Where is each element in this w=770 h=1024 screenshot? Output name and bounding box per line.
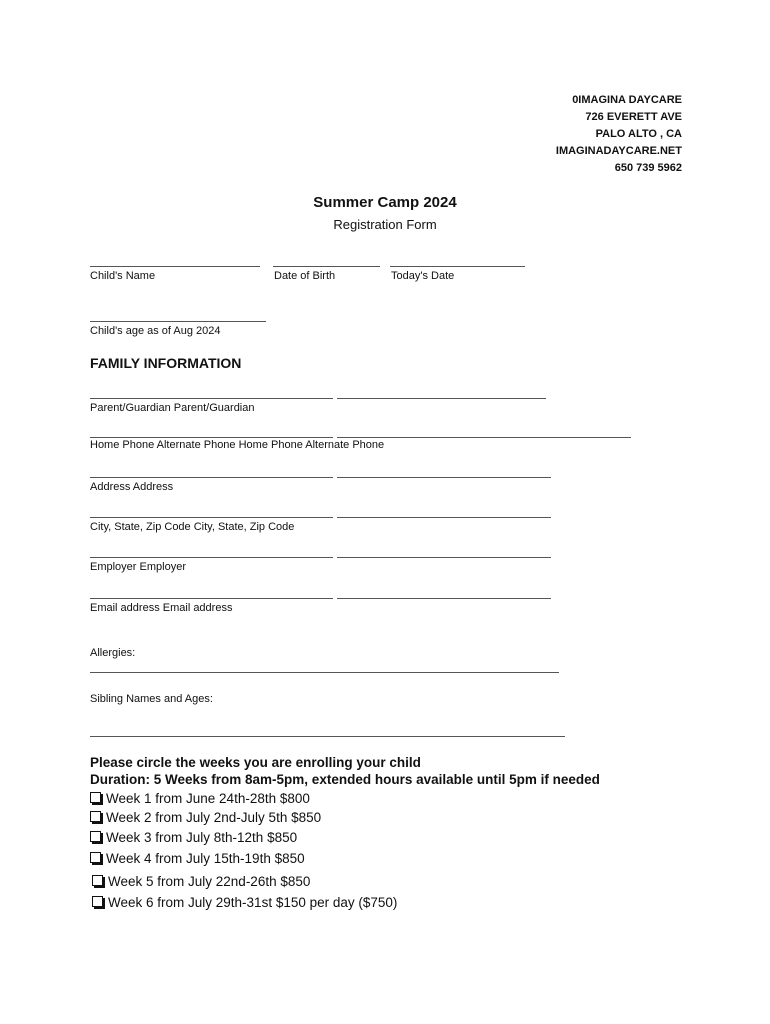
email-label: Email address Email address xyxy=(90,602,233,614)
employer-line-1[interactable] xyxy=(90,557,333,558)
form-subtitle: Registration Form xyxy=(333,217,437,232)
header-name: 0IMAGINA DAYCARE xyxy=(572,94,682,106)
header-website: IMAGINADAYCARE.NET xyxy=(555,145,682,157)
checkbox-icon[interactable] xyxy=(90,811,101,822)
weeks-duration: Duration: 5 Weeks from 8am-5pm, extended hours available until 5pm if needed xyxy=(90,772,600,787)
employer-line-2[interactable] xyxy=(337,557,551,558)
siblings-label: Sibling Names and Ages: xyxy=(90,693,213,705)
city-line-2[interactable] xyxy=(337,517,551,518)
dob-line[interactable] xyxy=(273,266,380,267)
child-name-label: Child's Name xyxy=(90,270,156,282)
header-phone: 650 739 5962 xyxy=(614,162,682,174)
allergies-line[interactable] xyxy=(90,672,559,673)
child-age-line[interactable] xyxy=(90,321,266,322)
weeks-instruction: Please circle the weeks you are enrolling your child xyxy=(90,755,421,770)
today-date-line[interactable] xyxy=(390,266,525,267)
phone-line-2[interactable] xyxy=(337,437,631,438)
form-title: Summer Camp 2024 xyxy=(313,194,457,211)
employer-label: Employer Employer xyxy=(90,561,186,573)
week-label: Week 5 from July 22nd-26th $850 xyxy=(108,874,311,889)
guardian-label: Parent/Guardian Parent/Guardian xyxy=(90,402,255,414)
city-label: City, State, Zip Code City, State, Zip Code xyxy=(90,521,295,533)
week-option-4[interactable] xyxy=(90,849,305,869)
week-option-5[interactable] xyxy=(92,872,310,892)
checkbox-icon[interactable] xyxy=(90,792,101,803)
child-age-label: Child's age as of Aug 2024 xyxy=(90,325,221,337)
email-line-1[interactable] xyxy=(90,598,333,599)
phones-label: Home Phone Alternate Phone Home Phone Alternate Phone xyxy=(90,439,385,451)
week-label: Week 1 from June 24th-28th $800 xyxy=(106,791,310,806)
week-option-1[interactable] xyxy=(90,789,310,809)
checkbox-icon[interactable] xyxy=(92,896,103,907)
daycare-header xyxy=(422,92,682,177)
address-line-2[interactable] xyxy=(337,477,551,478)
header-street: 726 EVERETT AVE xyxy=(585,111,682,123)
checkbox-icon[interactable] xyxy=(90,831,101,842)
week-label: Week 3 from July 8th-12th $850 xyxy=(106,830,298,845)
address-label: Address Address xyxy=(90,481,174,493)
today-date-label: Today's Date xyxy=(391,270,455,282)
header-city: PALO ALTO , CA xyxy=(595,128,682,140)
checkbox-icon[interactable] xyxy=(90,852,101,863)
week-label: Week 2 from July 2nd-July 5th $850 xyxy=(106,810,322,825)
child-name-line[interactable] xyxy=(90,266,260,267)
email-line-2[interactable] xyxy=(337,598,551,599)
week-option-2[interactable] xyxy=(90,808,321,828)
family-heading: FAMILY INFORMATION xyxy=(90,355,242,371)
week-label: Week 6 from July 29th-31st $150 per day ($750) xyxy=(108,895,398,910)
week-label: Week 4 from July 15th-19th $850 xyxy=(106,851,305,866)
siblings-line[interactable] xyxy=(90,736,565,737)
guardian-line-2[interactable] xyxy=(337,398,546,399)
week-option-6[interactable] xyxy=(92,893,397,913)
allergies-label: Allergies: xyxy=(90,647,136,659)
address-line-1[interactable] xyxy=(90,477,333,478)
checkbox-icon[interactable] xyxy=(92,875,103,886)
guardian-line-1[interactable] xyxy=(90,398,333,399)
phone-line-1[interactable] xyxy=(90,437,333,438)
dob-label: Date of Birth xyxy=(274,270,336,282)
city-line-1[interactable] xyxy=(90,517,333,518)
week-option-3[interactable] xyxy=(90,828,297,848)
